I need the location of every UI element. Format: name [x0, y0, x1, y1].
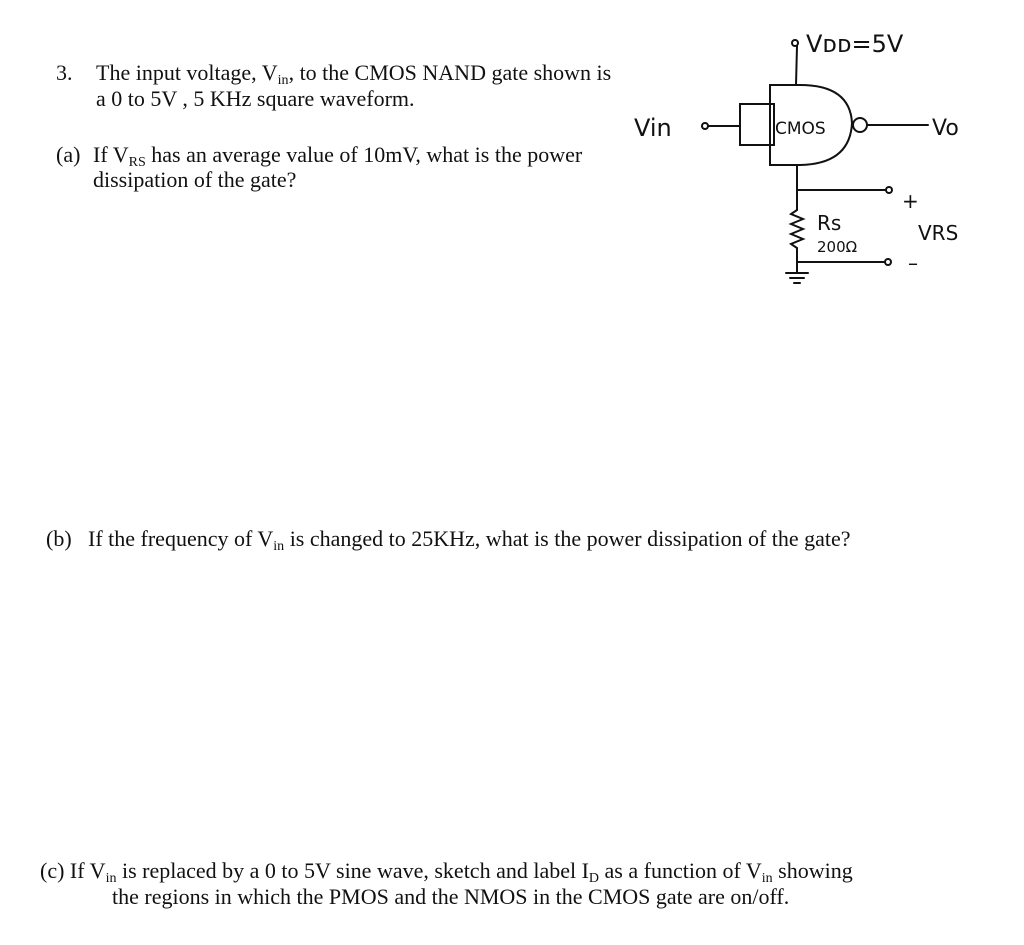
part-b-sub: in [273, 539, 285, 554]
input-buffer-box [740, 104, 774, 145]
part-a-label: (a) [56, 142, 81, 167]
intro-text-b: , to the CMOS NAND gate shown is [288, 60, 612, 85]
part-c-text-b: is replaced by a 0 to 5V sine wave, sketch and label I [116, 858, 589, 883]
part-a-sub: RS [128, 155, 146, 170]
minus-label: – [908, 251, 918, 275]
part-a-text-a: If V [93, 142, 129, 167]
plus-label: + [902, 189, 919, 213]
part-b-label: (b) [46, 526, 72, 551]
part-c-sub2: D [588, 871, 600, 886]
part-c-line2: the regions in which the PMOS and the NMOS in the CMOS gate are on/off. [112, 884, 790, 909]
part-c-label: (c) [40, 858, 65, 883]
vrs-label: VRS [918, 221, 959, 245]
vdd-wire [796, 46, 797, 85]
problem-intro-line2: a 0 to 5V , 5 KHz square waveform. [96, 86, 415, 111]
part-c-sub3: in [761, 871, 773, 886]
minus-terminal [885, 259, 891, 265]
output-bubble [853, 118, 867, 132]
intro-sub: in [277, 73, 289, 88]
vin-label: Vin [634, 114, 672, 142]
part-a-text-b: has an average value of 10mV, what is the power [145, 142, 583, 167]
part-c-text-a: If V [69, 858, 106, 883]
plus-terminal [886, 187, 892, 193]
part-b-text-a: If the frequency of V [88, 526, 274, 551]
rs-value-label: 200Ω [817, 238, 858, 256]
part-a-line2: dissipation of the gate? [93, 167, 297, 192]
vo-label: Vo [932, 116, 959, 141]
vdd-label: Vᴅᴅ=5V [806, 30, 904, 58]
part-c-text-d: showing [772, 858, 853, 883]
part-c-sub1: in [105, 871, 117, 886]
part-c-text-c: as a function of V [599, 858, 762, 883]
part-b-text-b: is changed to 25KHz, what is the power dissipation of the gate? [284, 526, 851, 551]
intro-text-a: The input voltage, V [96, 60, 278, 85]
gate-label: CMOS [775, 119, 826, 139]
problem-number: 3. [56, 60, 73, 85]
rs-resistor [791, 210, 803, 248]
rs-label: Rs [817, 211, 842, 235]
